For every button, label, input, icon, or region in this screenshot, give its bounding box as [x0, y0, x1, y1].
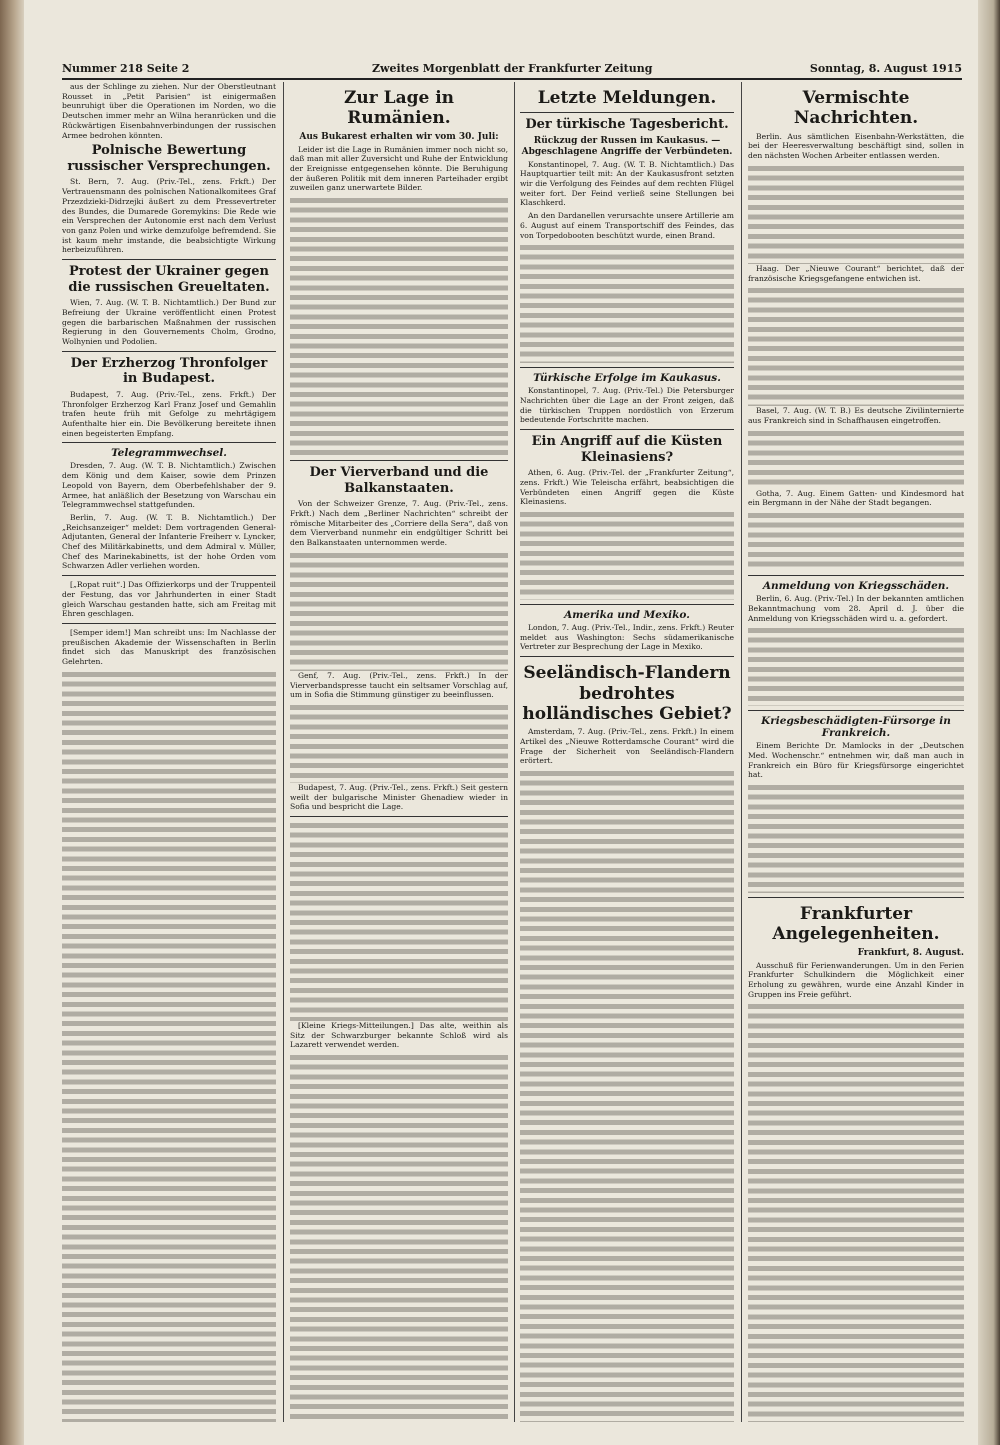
- article-text: Berlin, 6. Aug. (Priv.-Tel.) In der bekannten amtlichen Bekanntmachung vom 28. April d. J. über die Anmeldung von Kriegsschäden wird u. a. gefordert.: [748, 594, 964, 623]
- article-text: London, 7. Aug. (Priv.-Tel., Indir., zens. Frkft.) Reuter meldet aus Washington: Sechs südamerikanische Vertreter zur Besprechung der Lage in Mexiko.: [520, 623, 734, 652]
- article-text: Wien, 7. Aug. (W. T. B. Nichtamtlich.) Der Bund zur Befreiung der Ukraine veröffentlicht einen Protest gegen die barbarischen Maßnahmen der russischen Regierung in den Gouvernements Cholm, Grodno, Wolhynien und Podolien.: [62, 298, 276, 347]
- headline: Ein Angriff auf die Küsten Kleinasiens?: [531, 434, 723, 465]
- issue-date: Sonntag, 8. August 1915: [809, 62, 962, 75]
- section-heading: Türkische Erfolge im Kaukasus.: [533, 372, 721, 385]
- article-text: Konstantinopel, 7. Aug. (Priv.-Tel.) Die Petersburger Nachrichten über die Lage an der Front zeigen, daß die türkischen Truppen nordöstlich von Erzerum bedeutende Fortschritte machen.: [520, 386, 734, 425]
- headline: Vermischte Nachrichten.: [793, 88, 919, 129]
- column-2: [290, 82, 508, 1422]
- headline: Frankfurter Angelegenheiten.: [772, 904, 940, 945]
- article-text: Einem Berichte Dr. Mamlocks in der „Deutschen Med. Wochenschr.“ entnehmen wir, daß man auch in Frankreich ein Büro für Kriegsfürsorge eingerichtet hat.: [748, 741, 964, 780]
- column-rule: [514, 82, 515, 1422]
- article-text: [Kleine Kriegs-Mitteilungen.] Das alte, weithin als Sitz der Schwarzburger bekannte Schloß wird als Lazarett verwendet werden.: [290, 1021, 508, 1050]
- text-block: [520, 243, 734, 363]
- text-block: [748, 1002, 964, 1422]
- article-text: St. Bern, 7. Aug. (Priv.-Tel., zens. Frkft.) Der Vertrauensmann des polnischen Nationalkomitees Graf Przezdzieki-Didrzejki äußert zu dem Pressevertreter des Bundes, die Dumarede Goremykins: Die Rede wie ein Versprechen der Autonomie erst nach dem Verlust von ganz Polen und wirke demzufolge befremdend. Sie ist kaum mehr imstande, die beabsichtigte Wirkung herbeizuführen.: [62, 177, 276, 255]
- headline: Letzte Meldungen.: [537, 88, 717, 108]
- text-block: [748, 511, 964, 571]
- article-text: Von der Schweizer Grenze, 7. Aug. (Priv.-Tel., zens. Frkft.) Nach dem „Berliner Nachrichten“ schreibt der römische Mitarbeiter des „Corriere della Sera“, daß von dem Vierverband nunmehr ein endgültiger Schritt bei den Balkanstaaten unternommen werde.: [290, 499, 508, 548]
- text-block: [748, 626, 964, 706]
- text-block: [748, 783, 964, 893]
- book-binding: [0, 0, 24, 1445]
- text-block: [62, 670, 276, 1422]
- article-text: Genf, 7. Aug. (Priv.-Tel., zens. Frkft.) In der Vierverbandspresse taucht ein seltsamer Vorschlag auf, um in Sofia die Stimmung günstiger zu beeinflussen.: [290, 670, 508, 700]
- headline: Seeländisch-Flandern bedrohtes holländisches Gebiet?: [522, 663, 732, 724]
- subheadline: Rückzug der Russen im Kaukasus. — Abgeschlagene Angriffe der Verbündeten.: [521, 135, 733, 157]
- dateline: Frankfurt, 8. August.: [857, 947, 964, 958]
- headline: Der türkische Tagesbericht.: [525, 117, 729, 133]
- text-block: [748, 286, 964, 406]
- text-block: [748, 429, 964, 489]
- column-rule: [283, 82, 284, 1422]
- text-block: [290, 196, 508, 456]
- article-text: Amsterdam, 7. Aug. (Priv.-Tel., zens. Frkft.) In einem Artikel des „Nieuwe Rotterdamsche Courant“ wird die Frage der Sicherheit von Seeländisch-Flandern erörtert.: [520, 727, 734, 766]
- text-block: [290, 551, 508, 671]
- article-text: [Semper idem!] Man schreibt uns: Im Nachlasse der preußischen Akademie der Wissenschaften in Berlin findet sich das Manuskript des französischen Gelehrten.: [62, 627, 276, 667]
- article-text: Berlin, 7. Aug. (W. T. B. Nichtamtlich.) Der „Reichsanzeiger“ meldet: Dem vortragenden General-Adjutanten, General der Infanterie Freiherr v. Lyncker, Chef des Militärkabinetts, und dem Admiral v. Müller, Chef des Marinekabinetts, ist der hohe Orden vom Schwarzen Adler verliehen worden.: [62, 512, 276, 571]
- article-text: Basel, 7. Aug. (W. T. B.) Es deutsche Zivilinternierte aus Frankreich sind in Schaffhausen eingetroffen.: [748, 406, 964, 425]
- article-text: Leider ist die Lage in Rumänien immer noch nicht so, daß man mit aller Zuversicht und Ruhe der Entwicklung der Ereignisse entgegensehen könnte. Die Beruhigung der äußeren Politik mit dem inneren Parteihader ergibt zuweilen ganz unerwartete Bilder.: [290, 144, 508, 193]
- article-text: Athen, 6. Aug. (Priv.-Tel. der „Frankfurter Zeitung“, zens. Frkft.) Wie Teleischa erfährt, beabsichtigen die Verbündeten einen Angriff gegen die Küste Kleinasiens.: [520, 468, 734, 507]
- column-1: [62, 82, 276, 1422]
- column-rule: [741, 82, 742, 1422]
- article-text: Konstantinopel, 7. Aug. (W. T. B. Nichtamtlich.) Das Hauptquartier teilt mit: An der Kaukasusfront setzten wir die Verfolgung des Feindes auf dem rechten Flügel weiter fort. Der Feind verließ seine Stellungen bei Klaschkerd.: [520, 159, 734, 208]
- article-text: Berlin. Aus sämtlichen Eisenbahn-Werkstätten, die bei der Heeresverwaltung beschäftigt sind, sollen in den nächsten Wochen Arbeiter entlassen werden.: [748, 131, 964, 161]
- article-text: Dresden, 7. Aug. (W. T. B. Nichtamtlich.) Zwischen dem König und dem Kaiser, sowie dem Prinzen Leopold von Bayern, dem Oberbefehlshaber der 9. Armee, hat anläßlich der Besetzung von Warschau ein Telegrammwechsel stattgefunden.: [62, 461, 276, 510]
- article-text: An den Dardanellen verursachte unsere Artillerie am 6. August auf einem Transportschiff des Feindes, das von Torpedobooten beschützt wurde, einen Brand.: [520, 211, 734, 240]
- headline: Protest der Ukrainer gegen die russischen Greueltaten.: [68, 264, 270, 295]
- page-edge: [978, 0, 1000, 1445]
- headline: Zur Lage in Rumänien.: [343, 88, 455, 129]
- text-block: [290, 821, 508, 1021]
- headline: Polnische Bewertung russischer Versprechungen.: [67, 143, 271, 174]
- article-text: Gotha, 7. Aug. Einem Gatten- und Kindesmord hat ein Bergmann in der Nähe der Stadt begangen.: [748, 488, 964, 508]
- column-3: [520, 82, 734, 1422]
- article-text: Budapest, 7. Aug. (Priv.-Tel., zens. Frkft.) Der Thronfolger Erzherzog Karl Franz Josef und Gemahlin trafen heute früh mit Gefolge zu mehrtägigem Aufenthalte hier ein. Die Bevölkerung bereitete ihnen einen begeisterten Empfang.: [62, 389, 276, 438]
- article-text: Haag. Der „Nieuwe Courant“ berichtet, daß der französische Kriegsgefangene entwichen ist.: [748, 263, 964, 283]
- newspaper-title: Zweites Morgenblatt der Frankfurter Zeitung: [372, 62, 653, 75]
- headline: Der Vierverband und die Balkanstaaten.: [309, 465, 489, 496]
- dateline: Aus Bukarest erhalten wir vom 30. Juli:: [299, 131, 499, 142]
- text-block: [290, 1053, 508, 1422]
- article-text: aus der Schlinge zu ziehen. Nur der Oberstleutnant Rousset in „Petit Parisien“ ist einigermaßen beunruhigt über die Operationen im Norden, wo die Deutschen immer mehr an Wilna heranrücken und die Rückwärtigen Eisenbahnverbindungen der russischen Armee bedrohen könnten.: [62, 82, 276, 140]
- issue-number: Nummer 218 Seite 2: [62, 62, 190, 75]
- text-block: [520, 769, 734, 1422]
- section-heading: Anmeldung von Kriegsschäden.: [762, 580, 950, 593]
- section-heading: Telegrammwechsel.: [111, 447, 227, 460]
- article-text: Ausschuß für Ferienwanderungen. Um in den Ferien Frankfurter Schulkindern die Möglichkeit einer Erholung zu gewähren, wurde eine Anzahl Kinder in Gruppen ins Freie geführt.: [748, 960, 964, 999]
- section-heading: Kriegsbeschädigten-Fürsorge in Frankreich.: [761, 715, 951, 740]
- text-block: [520, 510, 734, 600]
- headline: Der Erzherzog Thronfolger in Budapest.: [70, 355, 268, 387]
- text-block: [290, 703, 508, 783]
- column-4: [748, 82, 964, 1422]
- text-block: [748, 164, 964, 264]
- article-text: Budapest, 7. Aug. (Priv.-Tel., zens. Frkft.) Seit gestern weilt der bulgarische Minister Ghenadiew wieder in Sofia und bespricht die Lage.: [290, 782, 508, 812]
- section-heading: Amerika und Mexiko.: [564, 609, 690, 622]
- article-text: [„Ropat ruit“.] Das Offizierkorps und der Truppenteil der Festung, das vor Jahrhunderten in einer Stadt gleich Warschau gestanden hatte, sich am Freitag mit Ehren geschlagen.: [62, 580, 276, 619]
- masthead: [62, 58, 962, 80]
